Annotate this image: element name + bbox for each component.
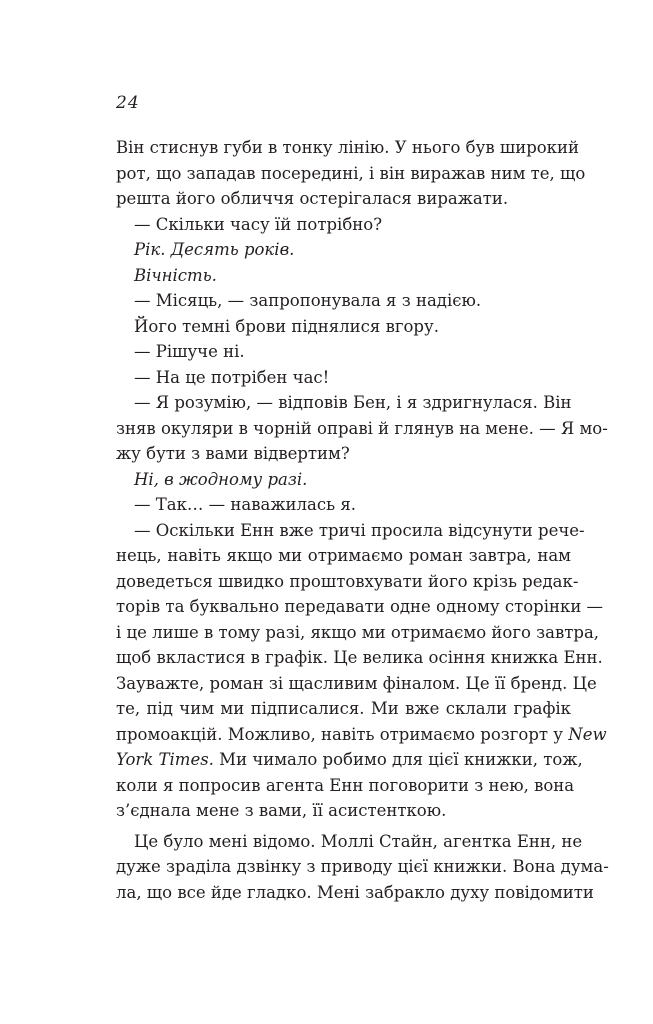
text-line: і це лише в тому разі, якщо ми отримаємо його завтра, xyxy=(116,622,600,642)
text-line: решта його обличчя остерігалася виражати. xyxy=(116,189,509,208)
text-line: нець, навіть якщо ми отримаємо роман завтра, нам xyxy=(116,546,571,565)
text-line: ла, що все йде гладко. Мені забракло духу повідомити xyxy=(116,882,594,902)
text-line: те, під чим ми підписалися. Ми вже склали графік xyxy=(116,699,571,718)
page-number: 24 xyxy=(116,93,140,113)
text-line: Рік. Десять років. xyxy=(134,240,295,259)
text-line: — Я розумію, — відповів Бен, і я здригнулася. Він xyxy=(134,393,572,412)
text-line: — Скільки часу їй потрібно? xyxy=(134,214,383,234)
text-line: — Рішуче ні. xyxy=(134,342,245,361)
text-line: Він стиснув губи в тонку лінію. У нього був широкий xyxy=(116,138,579,157)
text-line: Вічність. xyxy=(134,265,217,285)
text-line: — Місяць, — запропонувала я з надією. xyxy=(134,291,482,310)
text-line: жу бути з вами відвертим? xyxy=(116,444,350,463)
text-line: коли я попросив агента Енн поговорити з нею, вона xyxy=(116,775,575,795)
text-line: — На це потрібен час! xyxy=(134,367,330,387)
text-line: York Times. Ми чимало робимо для цієї книжки, тож, xyxy=(116,750,583,769)
text-line: — Оскільки Енн вже тричі просила відсунути рече- xyxy=(134,520,585,540)
text-line: Зауважте, роман зі щасливим фіналом. Це її бренд. Це xyxy=(116,673,597,693)
text-line: дуже зраділа дзвінку з приводу цієї книжки. Вона дума- xyxy=(116,857,609,876)
text-line: торів та буквально передавати одне одному сторінки — xyxy=(116,597,604,616)
text-line: рот, що западав посередині, і він виражав ним те, що xyxy=(116,163,586,183)
body-text xyxy=(116,135,609,905)
text-line: з’єднала мене з вами, її асистенткою. xyxy=(116,801,447,820)
text-line: доведеться швидко проштовхувати його крізь редак- xyxy=(116,571,579,591)
text-line: Ні, в жодному разі. xyxy=(134,469,308,489)
text-line: промоакцій. Можливо, навіть отримаємо розгорт у New xyxy=(116,724,607,744)
text-line: щоб вкластися в графік. Це велика осіння книжка Енн. xyxy=(116,648,603,667)
text-line: Його темні брови піднялися вгору. xyxy=(134,316,439,336)
text-line: Це було мені відомо. Моллі Стайн, агентка Енн, не xyxy=(134,831,583,851)
text-line: зняв окуляри в чорній оправі й глянув на мене. — Я мо- xyxy=(116,418,608,438)
text-line: — Так… — наважилась я. xyxy=(134,495,356,514)
